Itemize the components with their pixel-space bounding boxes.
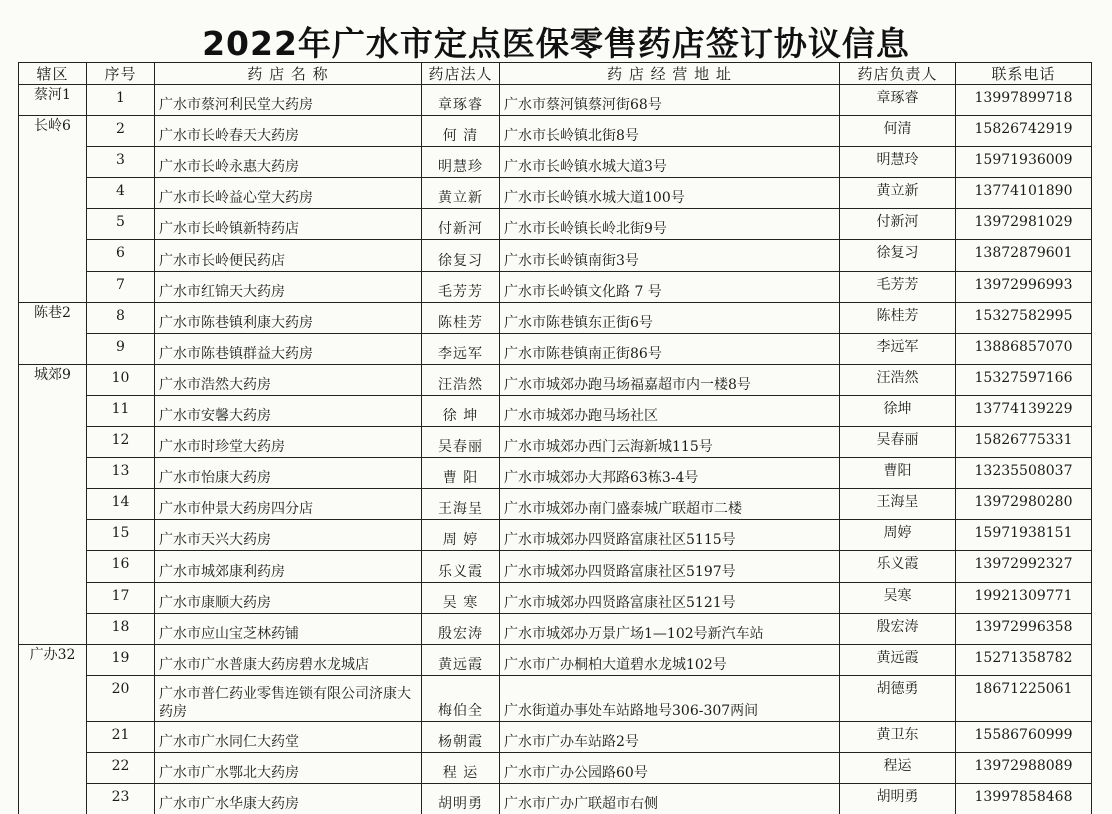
address-cell: 广水市陈巷镇东正街6号 <box>500 302 840 333</box>
address-cell: 广水市长岭镇北街8号 <box>500 116 840 147</box>
district-cell: 陈巷2 <box>19 302 87 333</box>
table-row <box>19 395 1092 426</box>
serial-number-cell: 9 <box>87 333 155 364</box>
manager-cell: 周婷 <box>840 520 956 551</box>
table-row <box>19 675 1092 721</box>
table-row <box>19 209 1092 240</box>
table-row <box>19 582 1092 613</box>
store-name-cell: 广水市怡康大药房 <box>155 458 422 489</box>
district-cell <box>19 427 87 458</box>
district-cell <box>19 551 87 582</box>
manager-cell: 明慧玲 <box>840 147 956 178</box>
header-manager: 药店负责人 <box>840 63 956 85</box>
phone-cell: 15971938151 <box>956 520 1092 551</box>
table-row <box>19 364 1092 395</box>
store-name-cell: 广水市长岭永惠大药房 <box>155 147 422 178</box>
phone-cell: 15586760999 <box>956 721 1092 752</box>
district-cell: 城郊9 <box>19 364 87 395</box>
table-row <box>19 613 1092 644</box>
manager-cell: 乐义霞 <box>840 551 956 582</box>
district-cell <box>19 783 87 814</box>
legal-person-cell: 何 清 <box>422 116 500 147</box>
legal-person-cell: 李远军 <box>422 333 500 364</box>
address-cell: 广水市广办公园路60号 <box>500 752 840 783</box>
legal-person-cell: 胡明勇 <box>422 783 500 814</box>
store-name-cell: 广水市城郊康利药房 <box>155 551 422 582</box>
manager-cell: 殷宏涛 <box>840 613 956 644</box>
phone-cell: 13774101890 <box>956 178 1092 209</box>
manager-cell: 黄远霞 <box>840 644 956 675</box>
manager-cell: 徐坤 <box>840 395 956 426</box>
manager-cell: 徐复习 <box>840 240 956 271</box>
serial-number-cell: 1 <box>87 85 155 116</box>
legal-person-cell: 吴春丽 <box>422 427 500 458</box>
table-row <box>19 427 1092 458</box>
header-store: 药 店 名 称 <box>155 63 422 85</box>
table-row <box>19 752 1092 783</box>
address-cell: 广水市广办车站路2号 <box>500 721 840 752</box>
legal-person-cell: 明慧珍 <box>422 147 500 178</box>
district-cell: 长岭6 <box>19 116 87 147</box>
legal-person-cell: 周 婷 <box>422 520 500 551</box>
address-cell: 广水市长岭镇南街3号 <box>500 240 840 271</box>
phone-cell: 13972992327 <box>956 551 1092 582</box>
legal-person-cell: 徐复习 <box>422 240 500 271</box>
legal-person-cell: 徐 坤 <box>422 395 500 426</box>
legal-person-cell: 付新河 <box>422 209 500 240</box>
district-cell <box>19 613 87 644</box>
phone-cell: 13997899718 <box>956 85 1092 116</box>
table-row <box>19 489 1092 520</box>
district-cell <box>19 395 87 426</box>
address-cell: 广水市城郊办西门云海新城115号 <box>500 427 840 458</box>
address-cell: 广水市蔡河镇蔡河街68号 <box>500 85 840 116</box>
store-name-cell: 广水市长岭益心堂大药房 <box>155 178 422 209</box>
legal-person-cell: 梅伯全 <box>422 675 500 721</box>
store-name-cell: 广水市时珍堂大药房 <box>155 427 422 458</box>
table-row <box>19 644 1092 675</box>
serial-number-cell: 14 <box>87 489 155 520</box>
district-cell <box>19 178 87 209</box>
serial-number-cell: 5 <box>87 209 155 240</box>
table-row <box>19 178 1092 209</box>
district-cell <box>19 209 87 240</box>
manager-cell: 付新河 <box>840 209 956 240</box>
document-title: 2022年广水市定点医保零售药店签订协议信息 <box>202 24 910 63</box>
phone-cell: 13997858468 <box>956 783 1092 814</box>
store-name-cell: 广水市广水普康大药房碧水龙城店 <box>155 644 422 675</box>
store-name-cell: 广水市普仁药业零售连锁有限公司济康大药房 <box>155 675 422 721</box>
header-legal: 药店法人 <box>422 63 500 85</box>
legal-person-cell: 乐义霞 <box>422 551 500 582</box>
phone-cell: 15327582995 <box>956 302 1092 333</box>
phone-cell: 13972996358 <box>956 613 1092 644</box>
manager-cell: 毛芳芳 <box>840 271 956 302</box>
phone-cell: 13972981029 <box>956 209 1092 240</box>
phone-cell: 18671225061 <box>956 675 1092 721</box>
serial-number-cell: 10 <box>87 364 155 395</box>
serial-number-cell: 4 <box>87 178 155 209</box>
address-cell: 广水市长岭镇水城大道100号 <box>500 178 840 209</box>
serial-number-cell: 17 <box>87 582 155 613</box>
phone-cell: 19921309771 <box>956 582 1092 613</box>
legal-person-cell: 杨朝霞 <box>422 721 500 752</box>
manager-cell: 汪浩然 <box>840 364 956 395</box>
legal-person-cell: 曹 阳 <box>422 458 500 489</box>
header-address: 药 店 经 营 地 址 <box>500 63 840 85</box>
store-name-cell: 广水市长岭便民药店 <box>155 240 422 271</box>
address-cell: 广水市城郊办跑马场社区 <box>500 395 840 426</box>
pharmacy-table <box>18 62 1092 814</box>
manager-cell: 陈桂芳 <box>840 302 956 333</box>
serial-number-cell: 16 <box>87 551 155 582</box>
store-name-cell: 广水市安馨大药房 <box>155 395 422 426</box>
legal-person-cell: 章琢睿 <box>422 85 500 116</box>
phone-cell: 15271358782 <box>956 644 1092 675</box>
table-row <box>19 302 1092 333</box>
store-name-cell: 广水市应山宝芝林药铺 <box>155 613 422 644</box>
store-name-cell: 广水市广水同仁大药堂 <box>155 721 422 752</box>
serial-number-cell: 7 <box>87 271 155 302</box>
store-name-cell: 广水市陈巷镇群益大药房 <box>155 333 422 364</box>
serial-number-cell: 22 <box>87 752 155 783</box>
address-cell: 广水市长岭镇水城大道3号 <box>500 147 840 178</box>
store-name-cell: 广水市长岭春天大药房 <box>155 116 422 147</box>
manager-cell: 曹阳 <box>840 458 956 489</box>
store-name-cell: 广水市长岭镇新特药店 <box>155 209 422 240</box>
address-cell: 广水市陈巷镇南正街86号 <box>500 333 840 364</box>
store-name-cell: 广水市蔡河利民堂大药房 <box>155 85 422 116</box>
table-row <box>19 116 1092 147</box>
manager-cell: 吴春丽 <box>840 427 956 458</box>
table-row <box>19 85 1092 116</box>
district-cell <box>19 675 87 721</box>
district-cell <box>19 458 87 489</box>
phone-cell: 15971936009 <box>956 147 1092 178</box>
manager-cell: 黄卫东 <box>840 721 956 752</box>
phone-cell: 13886857070 <box>956 333 1092 364</box>
phone-cell: 15826742919 <box>956 116 1092 147</box>
serial-number-cell: 2 <box>87 116 155 147</box>
serial-number-cell: 13 <box>87 458 155 489</box>
manager-cell: 吴寒 <box>840 582 956 613</box>
table-row <box>19 458 1092 489</box>
address-cell: 广水市城郊办四贤路富康社区5115号 <box>500 520 840 551</box>
store-name-cell: 广水市广水华康大药房 <box>155 783 422 814</box>
table-row <box>19 240 1092 271</box>
legal-person-cell: 黄立新 <box>422 178 500 209</box>
serial-number-cell: 19 <box>87 644 155 675</box>
district-cell <box>19 582 87 613</box>
table-row <box>19 551 1092 582</box>
district-cell <box>19 333 87 364</box>
store-name-cell: 广水市陈巷镇利康大药房 <box>155 302 422 333</box>
serial-number-cell: 15 <box>87 520 155 551</box>
phone-cell: 15826775331 <box>956 427 1092 458</box>
manager-cell: 章琢睿 <box>840 85 956 116</box>
store-name-cell: 广水市天兴大药房 <box>155 520 422 551</box>
phone-cell: 13972980280 <box>956 489 1092 520</box>
legal-person-cell: 王海呈 <box>422 489 500 520</box>
district-cell: 蔡河1 <box>19 85 87 116</box>
address-cell: 广水市城郊办四贤路富康社区5197号 <box>500 551 840 582</box>
serial-number-cell: 8 <box>87 302 155 333</box>
legal-person-cell: 吴 寒 <box>422 582 500 613</box>
table-header-row <box>19 63 1092 85</box>
address-cell: 广水市广办广联超市右侧 <box>500 783 840 814</box>
table-row <box>19 333 1092 364</box>
phone-cell: 13774139229 <box>956 395 1092 426</box>
serial-number-cell: 23 <box>87 783 155 814</box>
serial-number-cell: 12 <box>87 427 155 458</box>
table-row <box>19 721 1092 752</box>
address-cell: 广水市城郊办大邦路63栋3-4号 <box>500 458 840 489</box>
legal-person-cell: 毛芳芳 <box>422 271 500 302</box>
district-cell <box>19 721 87 752</box>
store-name-cell: 广水市广水鄂北大药房 <box>155 752 422 783</box>
district-cell: 广办32 <box>19 644 87 675</box>
district-cell <box>19 271 87 302</box>
manager-cell: 王海呈 <box>840 489 956 520</box>
address-cell: 广水市城郊办南门盛泰城广联超市二楼 <box>500 489 840 520</box>
phone-cell: 13235508037 <box>956 458 1092 489</box>
legal-person-cell: 黄远霞 <box>422 644 500 675</box>
phone-cell: 13972996993 <box>956 271 1092 302</box>
header-phone: 联系电话 <box>956 63 1092 85</box>
table-row <box>19 271 1092 302</box>
serial-number-cell: 11 <box>87 395 155 426</box>
store-name-cell: 广水市红锦天大药房 <box>155 271 422 302</box>
district-cell <box>19 489 87 520</box>
address-cell: 广水市城郊办四贤路富康社区5121号 <box>500 582 840 613</box>
serial-number-cell: 3 <box>87 147 155 178</box>
district-cell <box>19 752 87 783</box>
manager-cell: 何清 <box>840 116 956 147</box>
header-no: 序号 <box>87 63 155 85</box>
phone-cell: 13872879601 <box>956 240 1092 271</box>
store-name-cell: 广水市仲景大药房四分店 <box>155 489 422 520</box>
district-cell <box>19 147 87 178</box>
legal-person-cell: 殷宏涛 <box>422 613 500 644</box>
serial-number-cell: 21 <box>87 721 155 752</box>
district-cell <box>19 240 87 271</box>
district-cell <box>19 520 87 551</box>
address-cell: 广水市广办桐柏大道碧水龙城102号 <box>500 644 840 675</box>
table-row <box>19 147 1092 178</box>
address-cell: 广水市长岭镇文化路 7 号 <box>500 271 840 302</box>
phone-cell: 13972988089 <box>956 752 1092 783</box>
phone-cell: 15327597166 <box>956 364 1092 395</box>
manager-cell: 胡德勇 <box>840 675 956 721</box>
serial-number-cell: 18 <box>87 613 155 644</box>
store-name-cell: 广水市浩然大药房 <box>155 364 422 395</box>
manager-cell: 黄立新 <box>840 178 956 209</box>
address-cell: 广水市城郊办跑马场福嘉超市内一楼8号 <box>500 364 840 395</box>
legal-person-cell: 陈桂芳 <box>422 302 500 333</box>
manager-cell: 程运 <box>840 752 956 783</box>
serial-number-cell: 6 <box>87 240 155 271</box>
store-name-cell: 广水市康顺大药房 <box>155 582 422 613</box>
table-row <box>19 520 1092 551</box>
address-cell: 广水街道办事处车站路地号306-307两间 <box>500 675 840 721</box>
manager-cell: 胡明勇 <box>840 783 956 814</box>
address-cell: 广水市长岭镇长岭北街9号 <box>500 209 840 240</box>
legal-person-cell: 汪浩然 <box>422 364 500 395</box>
legal-person-cell: 程 运 <box>422 752 500 783</box>
table-row <box>19 783 1092 814</box>
manager-cell: 李远军 <box>840 333 956 364</box>
address-cell: 广水市城郊办万景广场1—102号新汽车站 <box>500 613 840 644</box>
serial-number-cell: 20 <box>87 675 155 721</box>
header-district: 辖区 <box>19 63 87 85</box>
